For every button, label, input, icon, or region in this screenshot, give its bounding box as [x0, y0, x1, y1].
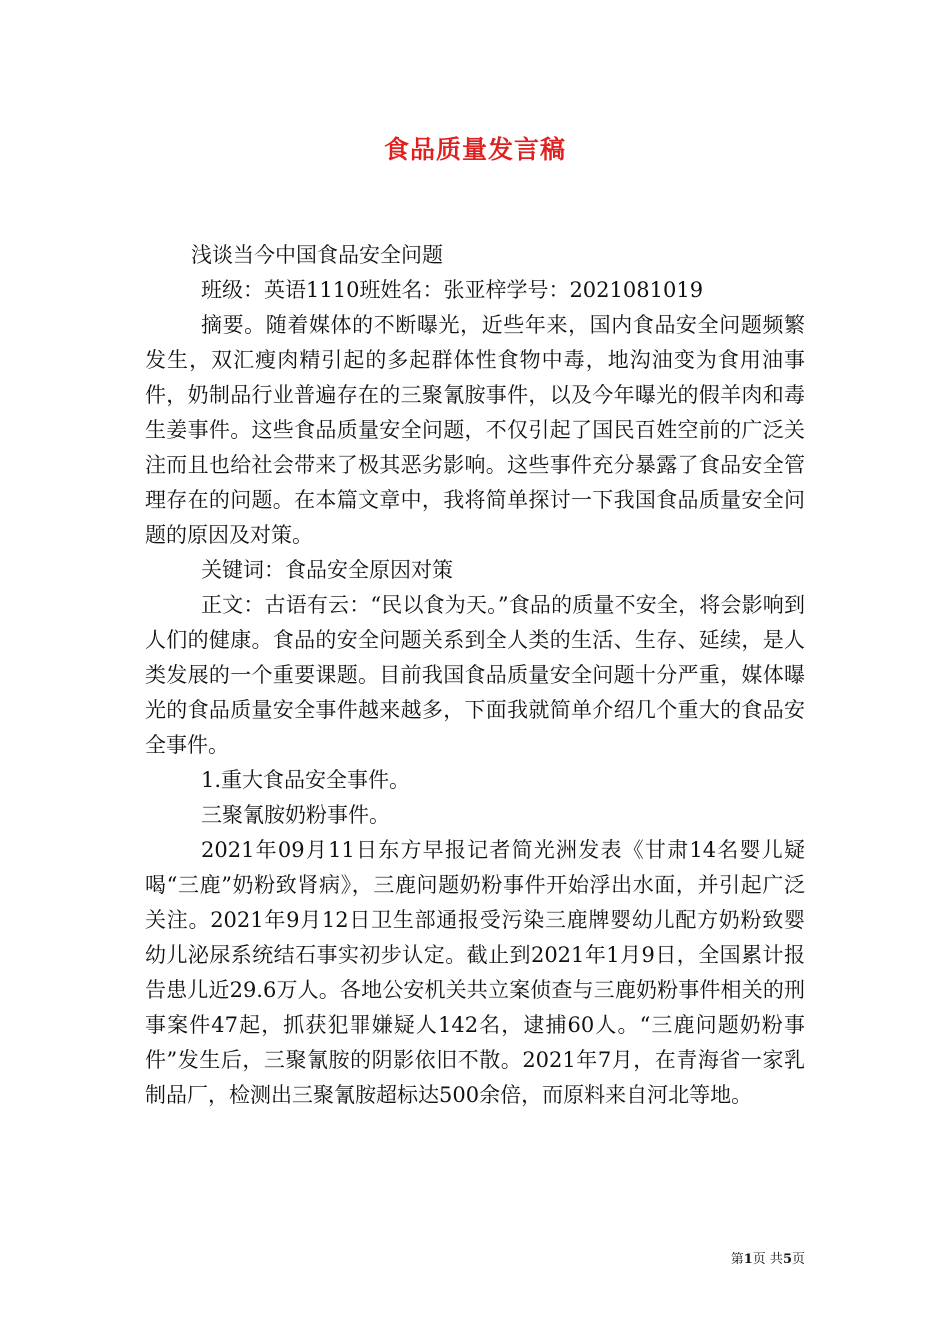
paragraph-keywords: 关键词：食品安全原因对策 — [201, 558, 453, 582]
footer-prefix: 第 — [730, 1252, 744, 1267]
page-footer — [731, 1248, 805, 1267]
paragraph-body-intro: 正文：古语有云：“民以食为天。”食品的质量不安全，将会影响到人们的健康。食品的安全问题关系到全人类的生活、生存、延续，是人类发展的一个重要课题。目前我国食品质量安全问题十分严重，媒体曝光的食品质量安全事件越来越多，下面我就简单介绍几个重大的食品安全事件。 — [145, 593, 805, 757]
paragraph-subtitle: 浅谈当今中国食品安全问题 — [191, 243, 443, 267]
footer-suffix: 页 — [791, 1252, 805, 1267]
footer-total-pages: 5 — [782, 1252, 792, 1267]
paragraph-subsection-heading: 三聚氰胺奶粉事件。 — [201, 803, 390, 827]
paragraph-melamine-event: 2021年09月11日东方早报记者简光洲发表《甘肃14名婴儿疑喝“三鹿”奶粉致肾病》，三鹿问题奶粉事件开始浮出水面，并引起广泛关注。2021年9月12日卫生部通报受污染三鹿牌婴幼儿配方奶粉致婴幼儿泌尿系统结石事实初步认定。截止到2021年1月9日，全国累计报告患儿近29.6万人。各地公安机关共立案侦查与三鹿奶粉事件相关的刑事案件47起，抓获犯罪嫌疑人142名，逮捕60人。“三鹿问题奶粉事件”发生后，三聚氰胺的阴影依旧不散。2021年7月，在青海省一家乳制品厂，检测出三聚氰胺超标达500余倍，而原料来自河北等地。 — [145, 838, 805, 1107]
paragraph-abstract: 摘要。随着媒体的不断曝光，近些年来，国内食品安全问题频繁发生，双汇瘦肉精引起的多起群体性食物中毒，地沟油变为食用油事件，奶制品行业普遍存在的三聚氰胺事件，以及今年曝光的假羊肉和毒生姜事件。这些食品质量安全问题，不仅引起了国民百姓空前的广泛关注而且也给社会带来了极其恶劣影响。这些事件充分暴露了食品安全管理存在的问题。在本篇文章中，我将简单探讨一下我国食品质量安全问题的原因及对策。 — [145, 313, 805, 547]
paragraph-author-info: 班级：英语1110班姓名：张亚梓学号：2021081019 — [201, 278, 704, 302]
footer-page-number: 1 — [743, 1252, 753, 1267]
footer-middle: 页 共 — [752, 1252, 783, 1267]
document-title: 食品质量发言稿 — [383, 135, 566, 164]
paragraph-section-heading: 1.重大食品安全事件。 — [201, 768, 411, 792]
document-body — [145, 238, 805, 1113]
